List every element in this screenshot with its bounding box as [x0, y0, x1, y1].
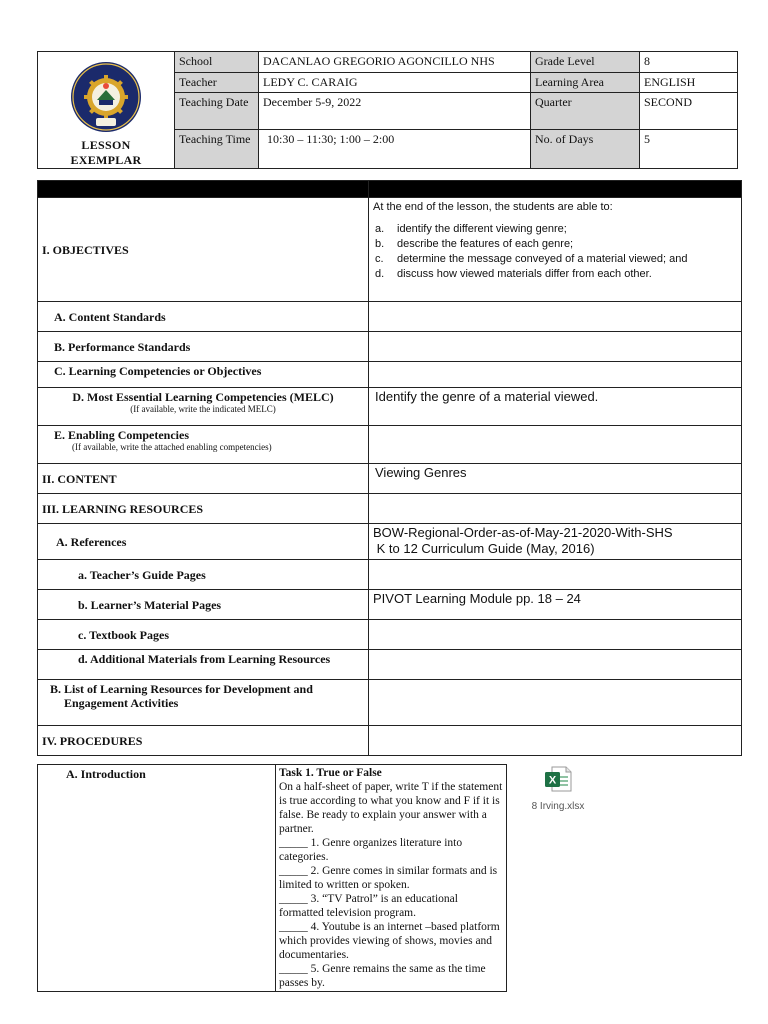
learning-competencies-value [369, 362, 742, 388]
list-resources-label-line-1: B. List of Learning Resources for Development and [50, 682, 313, 696]
teachers-guide-label: a. Teacher’s Guide Pages [38, 560, 369, 590]
lesson-title-line1: LESSON [81, 138, 131, 152]
introduction-label: A. Introduction [38, 765, 276, 992]
performance-standards-value [369, 332, 742, 362]
content-value: Viewing Genres [369, 464, 742, 494]
task-item: _____ 5. Genre remains the same as the time passes by. [279, 963, 486, 989]
excel-attachment[interactable] [522, 764, 594, 812]
references-line-1: BOW-Regional-Order-as-of-May-21-2020-With-SHS [373, 525, 673, 540]
teacher-label: Teacher [175, 72, 259, 93]
task-cell [276, 765, 507, 992]
learners-material-value: PIVOT Learning Module pp. 18 – 24 [369, 590, 742, 620]
task-item: _____ 1. Genre organizes literature into categories. [279, 837, 463, 863]
objective-item: d. discuss how viewed materials differ from each other. [375, 268, 652, 280]
content-label: II. CONTENT [38, 464, 369, 494]
enabling-competencies-note: (If available, write the attached enabling competencies) [72, 442, 272, 452]
procedures-label: IV. PROCEDURES [38, 726, 369, 756]
quarter-label: Quarter [531, 93, 640, 130]
content-standards-value [369, 302, 742, 332]
task-instructions: On a half-sheet of paper, write T if the statement is true according to what you know and F if it is false. Be ready to explain your answer with a partner. [279, 781, 503, 835]
objective-item: b. describe the features of each genre; [375, 238, 574, 250]
grade-level-value: 8 [640, 52, 738, 73]
school-label: School [175, 52, 259, 73]
grade-level-label: Grade Level [531, 52, 640, 73]
textbook-value [369, 620, 742, 650]
learning-resources-value [369, 494, 742, 524]
procedures-value [369, 726, 742, 756]
melc-value: Identify the genre of a material viewed. [369, 388, 742, 426]
task-item: _____ 3. “TV Patrol” is an educational formatted television program. [279, 893, 458, 919]
header-table [37, 51, 738, 169]
school-seal-logo [69, 60, 143, 134]
additional-materials-label: d. Additional Materials from Learning Resources [38, 650, 369, 680]
task-item: _____ 2. Genre comes in similar formats and is limited to written or spoken. [279, 865, 498, 891]
black-header-bar [38, 181, 742, 198]
enabling-competencies-label: E. Enabling Competencies [54, 428, 190, 442]
additional-materials-value [369, 650, 742, 680]
learning-competencies-label: C. Learning Competencies or Objectives [38, 362, 369, 388]
teaching-time-value: 10:30 – 11:30; 1:00 – 2:00 [259, 129, 531, 168]
attachment-filename[interactable]: 8 Irving.xlsx [531, 801, 585, 812]
performance-standards-label: B. Performance Standards [38, 332, 369, 362]
melc-note: (If available, write the indicated MELC) [130, 404, 276, 414]
objective-item: a. identify the different viewing genre; [375, 223, 567, 235]
list-resources-label-line-2: Engagement Activities [64, 696, 179, 710]
school-value: DACANLAO GREGORIO AGONCILLO NHS [259, 52, 531, 73]
learning-area-value: ENGLISH [640, 72, 738, 93]
procedures-table [37, 764, 507, 992]
teachers-guide-value [369, 560, 742, 590]
excel-file-icon [543, 764, 573, 794]
objectives-list [373, 222, 737, 282]
learning-resources-label: III. LEARNING RESOURCES [38, 494, 369, 524]
objectives-label: I. OBJECTIVES [38, 198, 369, 302]
objective-item: c. determine the message conveyed of a material viewed; and [375, 253, 688, 265]
content-standards-label: A. Content Standards [38, 302, 369, 332]
textbook-label: c. Textbook Pages [38, 620, 369, 650]
learners-material-label: b. Learner’s Material Pages [38, 590, 369, 620]
learning-area-label: Learning Area [531, 72, 640, 93]
quarter-value: SECOND [640, 93, 738, 130]
objectives-intro: At the end of the lesson, the students are able to: [373, 201, 613, 213]
teacher-value: LEDY C. CARAIG [259, 72, 531, 93]
task-title: Task 1. True or False [279, 767, 382, 779]
teaching-date-value: December 5-9, 2022 [259, 93, 531, 130]
list-resources-value [369, 680, 742, 726]
references-label: A. References [38, 524, 369, 560]
melc-label: D. Most Essential Learning Competencies (MELC) [72, 390, 334, 404]
references-line-2: K to 12 Curriculum Guide (May, 2016) [373, 541, 595, 556]
teaching-time-label: Teaching Time [175, 129, 259, 168]
lesson-title-line2: EXEMPLAR [70, 153, 142, 167]
task-item: _____ 4. Youtube is an internet –based platform which provides viewing of shows, movies and documentaries. [279, 921, 500, 961]
svg-text:X: X [548, 774, 557, 787]
logo-cell [38, 52, 175, 169]
days-label: No. of Days [531, 129, 640, 168]
enabling-competencies-value [369, 426, 742, 464]
objectives-row [38, 198, 742, 302]
lesson-table [37, 180, 742, 756]
teaching-date-label: Teaching Date [175, 93, 259, 130]
days-value: 5 [640, 129, 738, 168]
